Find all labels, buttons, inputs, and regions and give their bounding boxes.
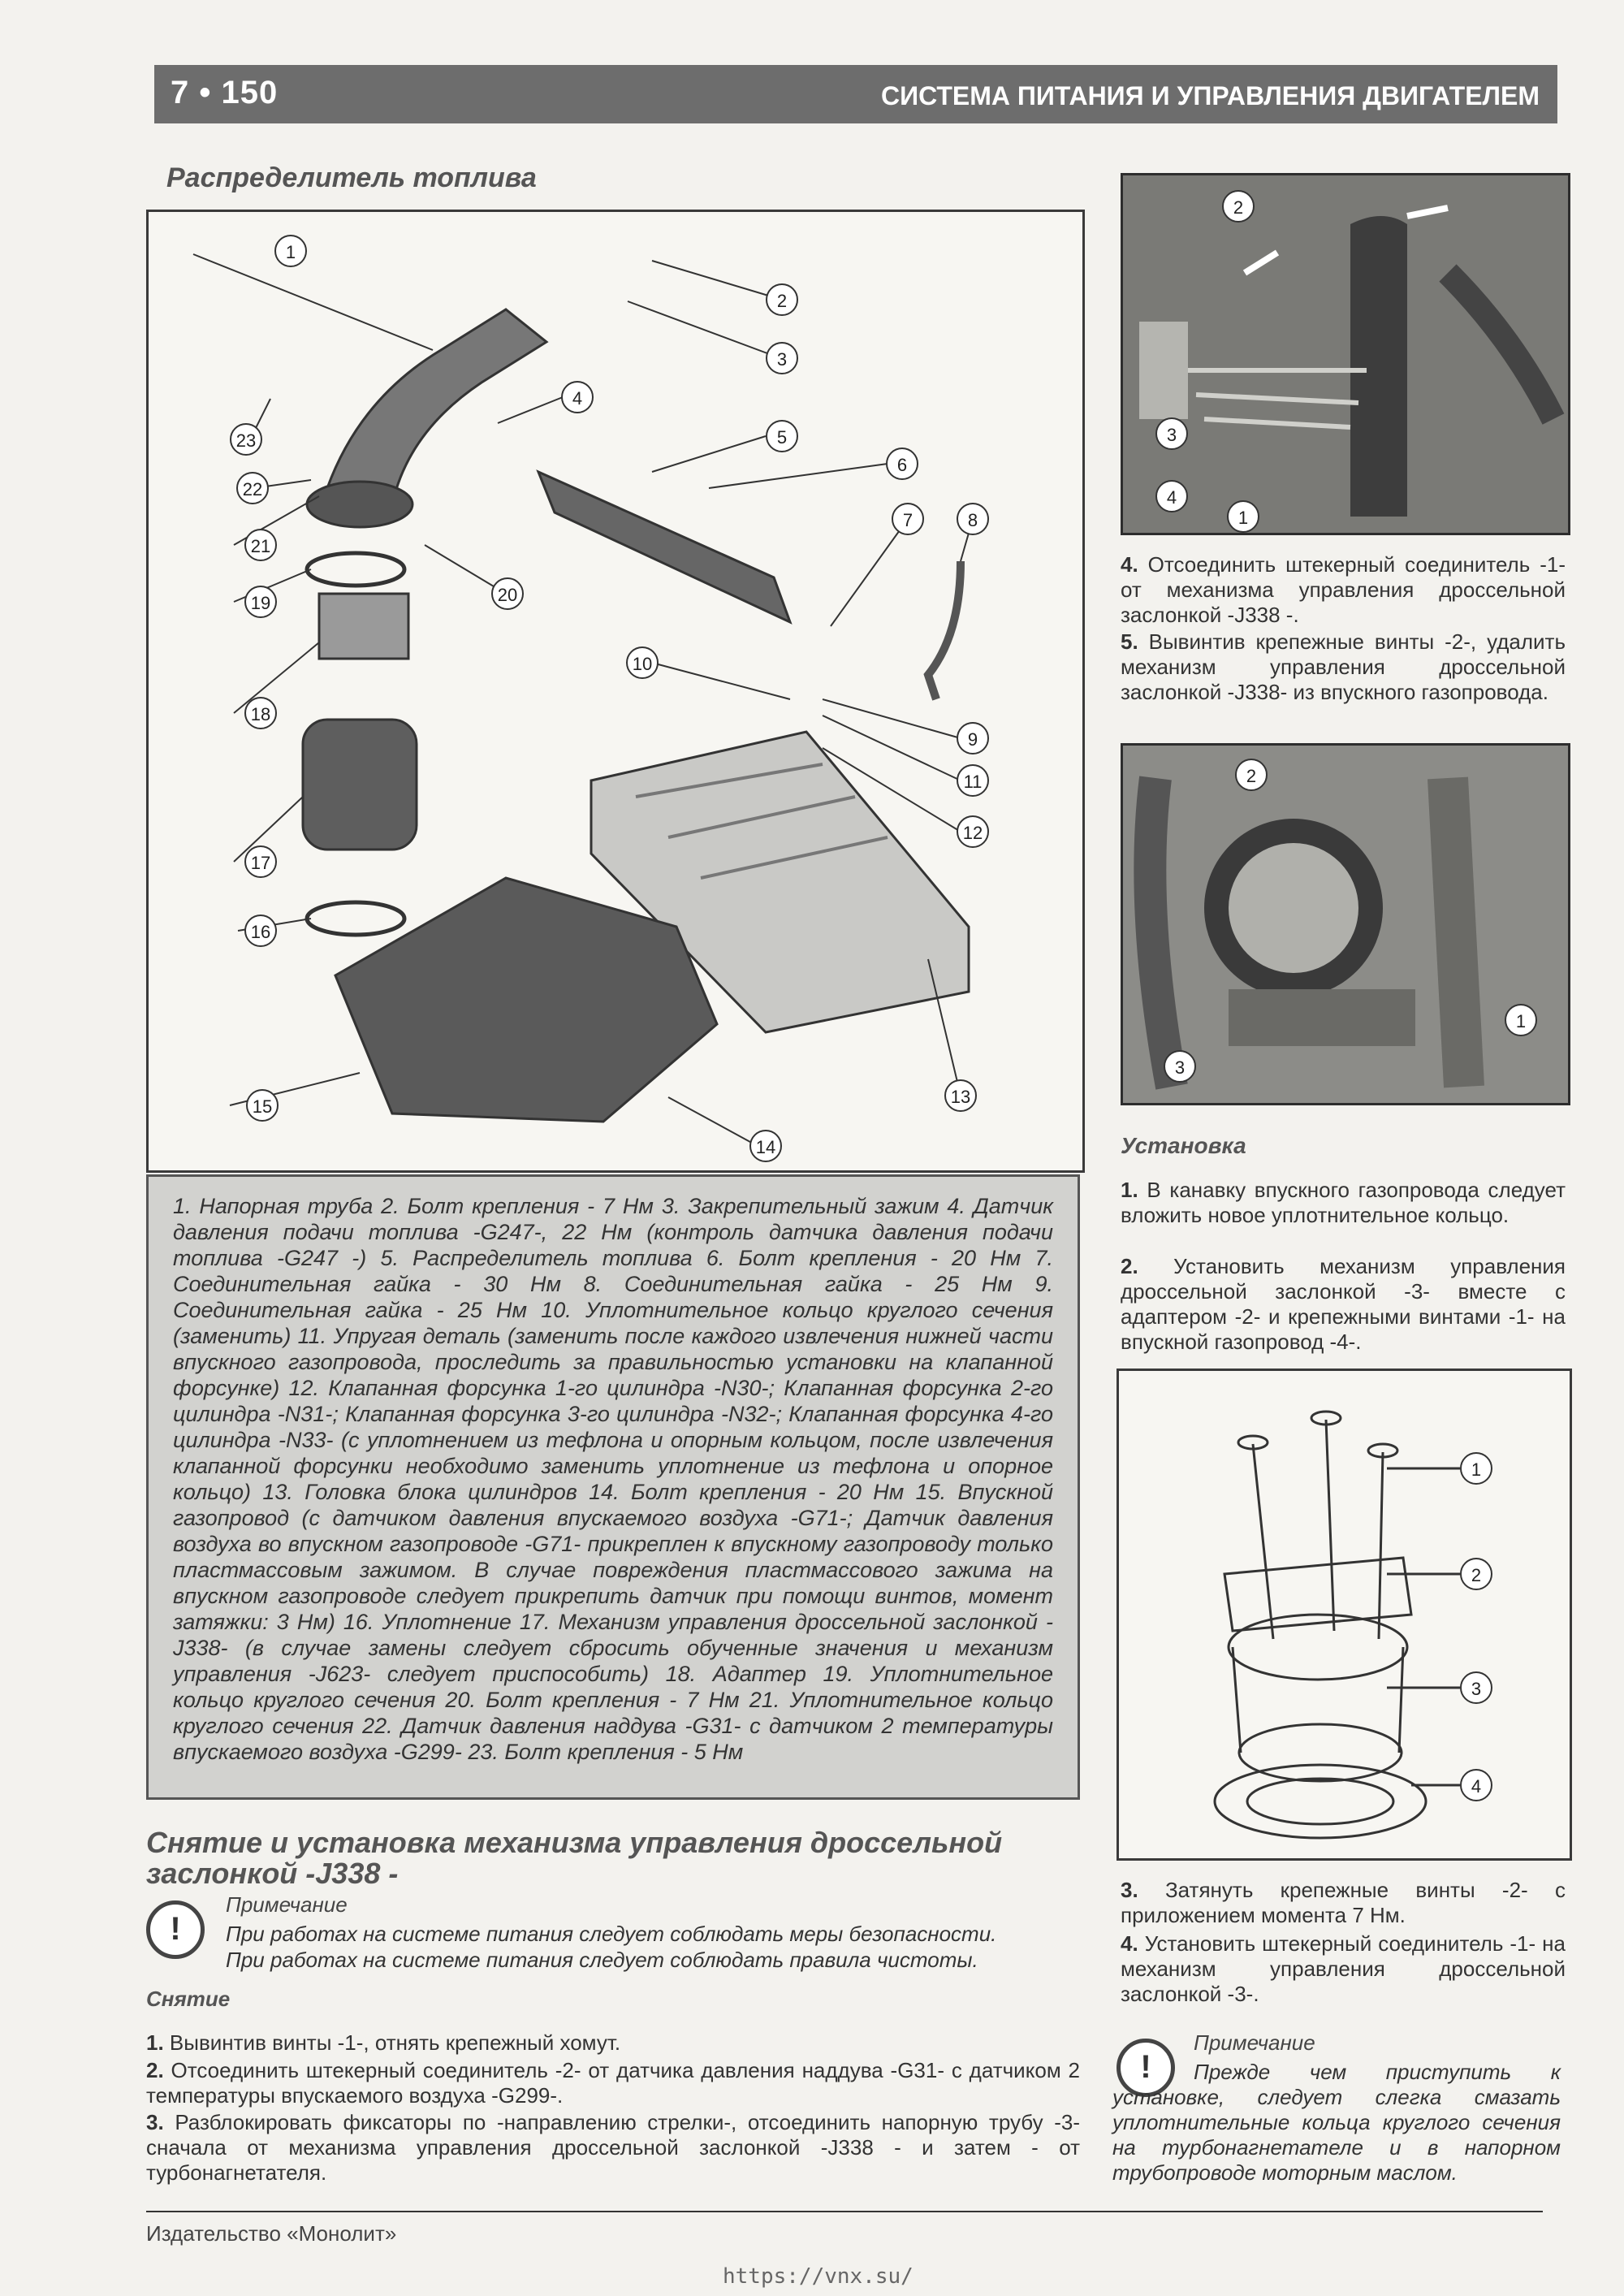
removal-step-1 (146, 2030, 1080, 2056)
drawing-callout-3: 3 (1460, 1671, 1492, 1704)
callout-19: 19 (244, 586, 277, 618)
engine-photo-2 (1121, 743, 1570, 1105)
callout-3: 3 (766, 342, 798, 374)
step-text: Отсоединить штекерный соединитель -2- от датчика давления наддува -G31- с датчиком 2 температуры впускаемого воздуха -G299-. (146, 2058, 1080, 2108)
callout-2: 2 (766, 283, 798, 316)
lightbulb-icon-2: ! (1116, 2039, 1175, 2097)
callout-12: 12 (957, 815, 989, 848)
photo1-callout-3: 3 (1155, 417, 1188, 450)
page-number: 7 • 150 (171, 75, 279, 110)
note-label-2: Примечание (1194, 2030, 1315, 2055)
removal-subheading: Снятие (146, 1987, 231, 2011)
install-step-2 (1121, 1254, 1566, 1355)
callout-5: 5 (766, 420, 798, 452)
callout-6: 6 (886, 448, 918, 480)
drawing-callout-2: 2 (1460, 1558, 1492, 1590)
lightbulb-icon: ! (146, 1900, 205, 1959)
callout-9: 9 (957, 722, 989, 755)
drawing-callout-4: 4 (1460, 1769, 1492, 1801)
removal-section-heading: Снятие и установка механизма управления дроссельной заслонкой -J338 - (146, 1826, 1003, 1890)
step-number: 2. (146, 2058, 164, 2082)
step-text: Установить механизм управления дроссельной заслонкой -3- вместе с адаптером -2- и крепежными винтами -1- на впускной газопровод -4-. (1121, 1254, 1566, 1354)
photo1-callout-2: 2 (1222, 190, 1255, 223)
callout-15: 15 (246, 1089, 279, 1122)
page-header (154, 65, 1557, 123)
step-number: 3. (1121, 1878, 1138, 1902)
section-title: СИСТЕМА ПИТАНИЯ И УПРАВЛЕНИЯ ДВИГАТЕЛЕМ (880, 81, 1540, 110)
photo2-callout-3: 3 (1164, 1050, 1196, 1083)
fuel-rail-legend: 1. Напорная труба 2. Болт крепления - 7 Нм 3. Закрепительный зажим 4. Датчик давления подачи топлива -G247-, 22 Нм (контроль датчика давления подачи топлива -G247 -) 5. Распределитель топлива 6. Болт крепления - 20 Нм 7. Соединительная гайка - 30 Нм 8. Соединительная гайка - 25 Нм 9. Соединительная гайка - 25 Нм 10. Уплотнительное кольцо круглого сечения (заменить) 11. Упругая деталь (заменить после каждого извлечения нижней части впускного газопровода, проследить за правильностью установки на клапанной форсунке) 12. Клапанная форсунка 1-го цилиндра -N30-; Клапанная форсунка 2-го цилиндра -N31-; Клапанная форсунка 3-го цилиндра -N32-; Клапанная форсунка 4-го цилиндра -N33- (с уплотнением из тефлона и опорным кольцом, после извлечения клапанной форсунки необходимо заменить уплотнение из тефлона и опорное кольцо) 13. Головка блока цилиндров 14. Болт крепления - 20 Нм 15. Впускной газопровод (с датчиком давления впускаемого воздуха -G71-; Датчик давления воздуха во впускном газопроводе -G71- прикреплен к впускному газопроводу только пластмассовым зажимом. В случае повреждения пластмассового зажима на впускном газопроводе следует прикрепить датчик при помощи винтов, момент затяжки: 3 Нм) 16. Уплотнение 17. Механизм управления дроссельной заслонкой -J338- (в случае замены следует сбросить обученные значения и механизм управления -J623- следует приспособить) 18. Адаптер 19. Уплотнительное кольцо круглого сечения 20. Болт крепления - 7 Нм 21. Уплотнительное кольцо круглого сечения 22. Датчик давления наддува -G31- с датчиком 2 температуры впускаемого воздуха -G299- 23. Болт крепления - 5 Нм (146, 1174, 1080, 1800)
callout-20: 20 (491, 577, 524, 610)
step-number: 5. (1121, 629, 1138, 654)
note-text-2: При работах на системе питания следует соблюдать правила чистоты. (226, 1948, 978, 1972)
step-number: 1. (1121, 1178, 1138, 1202)
step-4-disconnect (1121, 552, 1566, 628)
callout-7: 7 (892, 503, 924, 535)
step-5-unscrew (1121, 629, 1566, 705)
step-text: В канавку впускного газопровода следует вложить новое уплотнительное кольцо. (1121, 1178, 1566, 1227)
callout-14: 14 (749, 1130, 782, 1162)
callout-4: 4 (561, 381, 594, 413)
install-step-1 (1121, 1178, 1566, 1228)
note-text-1: При работах на системе питания следует соблюдать меры безопасности. (226, 1922, 997, 1946)
exploded-view-drawing (149, 212, 1082, 1170)
step-text: Установить штекерный соединитель -1- на механизм управления дроссельной заслонкой -3-. (1121, 1931, 1566, 2006)
callout-16: 16 (244, 915, 277, 947)
source-url[interactable]: https://vnx.su/ (723, 2264, 914, 2289)
step-number: 2. (1121, 1254, 1138, 1278)
callout-1: 1 (274, 235, 307, 267)
callout-22: 22 (236, 472, 269, 504)
callout-10: 10 (626, 646, 659, 679)
install-step-3 (1121, 1878, 1566, 1928)
publisher: Издательство «Монолит» (146, 2221, 397, 2246)
note-label: Примечание (226, 1892, 348, 1917)
footer-divider (146, 2211, 1543, 2212)
step-text: Отсоединить штекерный соединитель -1- от механизма управления дроссельной заслонкой -J338 -. (1121, 552, 1566, 627)
callout-23: 23 (230, 423, 262, 456)
callout-11: 11 (957, 764, 989, 797)
install-heading: Установка (1121, 1133, 1246, 1158)
photo2-callout-2: 2 (1235, 759, 1268, 791)
removal-step-2 (146, 2058, 1080, 2108)
fuel-rail-diagram (146, 210, 1085, 1173)
step-number: 4. (1121, 1931, 1138, 1956)
callout-17: 17 (244, 845, 277, 878)
callout-21: 21 (244, 529, 277, 561)
install-step-4 (1121, 1931, 1566, 2007)
step-number: 3. (146, 2110, 164, 2134)
removal-step-3 (146, 2110, 1080, 2186)
callout-13: 13 (944, 1079, 977, 1112)
drawing-callout-1: 1 (1460, 1452, 1492, 1485)
engine-photo-1 (1121, 173, 1570, 535)
note-text-install: Прежде чем приступить к установке, следует слегка смазать уплотнительные кольца круглого сечения на турбонагнетателе и в напорном трубопроводе моторным маслом. (1112, 2060, 1561, 2185)
step-text: Разблокировать фиксаторы по -направлению стрелки-, отсоединить напорную трубу -3- сначала от механизма управления дроссельной заслонкой -J338 - и затем - от турбонагнетателя. (146, 2110, 1080, 2185)
throttle-body-drawing (1116, 1369, 1572, 1861)
photo2-callout-1: 1 (1505, 1004, 1537, 1036)
photo1-callout-1: 1 (1227, 500, 1259, 533)
step-text: Вывинтив винты -1-, отнять крепежный хомут. (169, 2030, 621, 2055)
photo1-callout-4: 4 (1155, 480, 1188, 512)
callout-8: 8 (957, 503, 989, 535)
step-text: Затянуть крепежные винты -2- с приложением момента 7 Нм. (1121, 1878, 1566, 1927)
fuel-rail-heading: Распределитель топлива (166, 162, 537, 193)
callout-18: 18 (244, 697, 277, 729)
step-number: 1. (146, 2030, 164, 2055)
step-text: Вывинтив крепежные винты -2-, удалить механизм управления дроссельной заслонкой -J338- из впускного газопровода. (1121, 629, 1566, 704)
step-number: 4. (1121, 552, 1138, 577)
